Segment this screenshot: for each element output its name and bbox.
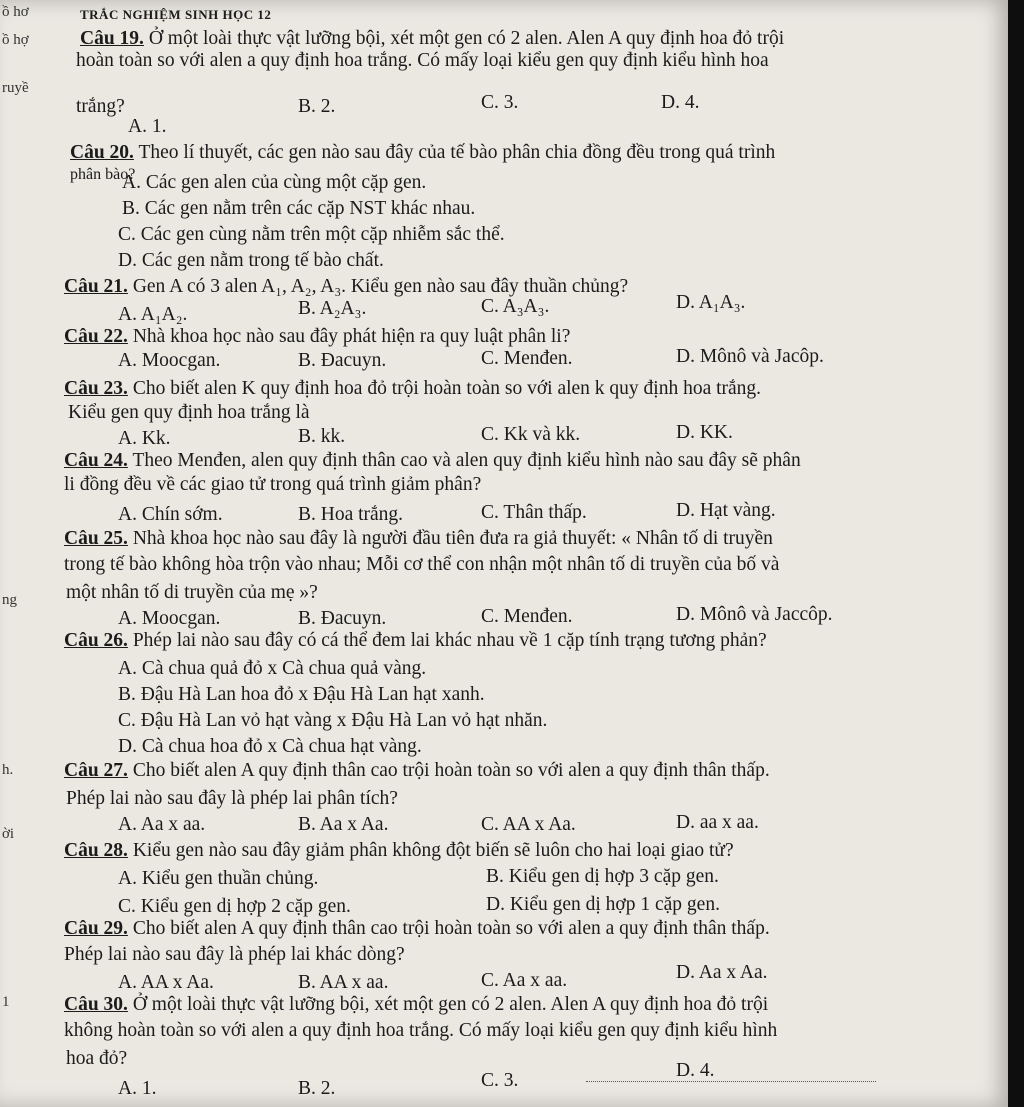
question-number: Câu 27. <box>64 760 128 781</box>
question-24 <box>64 450 801 472</box>
option-c[interactable]: C. AA x Aa. <box>481 814 576 835</box>
question-number: Câu 20. <box>70 142 134 163</box>
question-text: Phép lai nào sau đây có cá thể đem lai khác nhau về 1 cặp tính trạng tương phản? <box>127 630 767 651</box>
question-text: Nhà khoa học nào sau đây là người đầu tiên đưa ra giả thuyết: « Nhân tố di truyền <box>127 528 773 549</box>
question-number: Câu 22. <box>64 326 128 347</box>
option-a[interactable]: A. Aa x aa. <box>118 814 206 835</box>
question-29 <box>64 918 770 940</box>
question-text: Phép lai nào sau đây là phép lai phân tích? <box>66 788 398 809</box>
option-c[interactable]: C. Đậu Hà Lan vỏ hạt vàng x Đậu Hà Lan vỏ hạt nhăn. <box>118 710 548 731</box>
margin-fragment: ruyề <box>2 80 29 96</box>
option-d[interactable]: D. Aa x Aa. <box>676 962 768 983</box>
question-number: Câu 26. <box>64 630 128 651</box>
question-text: Kiểu gen quy định hoa trắng là <box>68 402 310 423</box>
option-b[interactable]: B. Aa x Aa. <box>298 814 389 835</box>
margin-fragment: h. <box>2 762 14 778</box>
question-text: Ở một loài thực vật lưỡng bội, xét một gen có 2 alen. Alen A quy định hoa đỏ trội <box>127 994 769 1015</box>
question-number: Câu 25. <box>64 528 128 549</box>
page-edge-shadow <box>1008 0 1024 1107</box>
question-number: Câu 24. <box>64 450 128 471</box>
question-text: Cho biết alen A quy định thân cao trội hoàn toàn so với alen a quy định thân thấp. <box>127 760 770 781</box>
option-b[interactable]: B. Các gen nằm trên các cặp NST khác nhau. <box>122 198 476 219</box>
question-30 <box>64 994 768 1016</box>
option-b[interactable]: B. A₂A₃. <box>298 298 367 319</box>
option-a[interactable]: A. Moocgan. <box>118 350 221 371</box>
page-header: TRẮC NGHIỆM SINH HỌC 12 <box>80 7 272 22</box>
option-c[interactable]: C. Menđen. <box>481 606 573 627</box>
option-a[interactable]: A. A₁A₂. <box>118 304 188 325</box>
option-d[interactable]: D. Các gen nằm trong tế bào chất. <box>118 250 384 271</box>
option-a[interactable]: A. AA x Aa. <box>118 972 214 993</box>
question-text: hoa đỏ? <box>66 1048 128 1069</box>
option-a[interactable]: A. 1. <box>118 1078 157 1099</box>
option-b[interactable]: B. Đacuyn. <box>298 350 387 371</box>
dotted-line <box>586 1081 876 1082</box>
question-28 <box>64 840 734 862</box>
option-d[interactable]: D. A₁A₃. <box>676 292 746 313</box>
question-text: Cho biết alen K quy định hoa đỏ trội hoàn toàn so với alen k quy định hoa trắng. <box>127 378 762 399</box>
option-d[interactable]: D. Kiểu gen dị hợp 1 cặp gen. <box>486 894 720 915</box>
question-text: phân bào? <box>70 166 136 183</box>
option-a[interactable]: A. Moocgan. <box>118 608 221 629</box>
option-d[interactable]: D. 4. <box>661 92 700 113</box>
option-d[interactable]: D. KK. <box>676 422 733 443</box>
margin-fragment: ời <box>2 826 15 842</box>
question-text: một nhân tố di truyền của mẹ »? <box>66 582 318 603</box>
question-22 <box>64 326 570 348</box>
option-c[interactable]: C. Thân thấp. <box>481 502 587 523</box>
option-b[interactable]: B. Hoa trắng. <box>298 504 404 525</box>
question-number: Câu 23. <box>64 378 128 399</box>
option-a[interactable]: A. 1. <box>128 116 167 137</box>
option-c[interactable]: C. 3. <box>481 1070 519 1091</box>
option-c[interactable]: C. Kiểu gen dị hợp 2 cặp gen. <box>118 896 351 917</box>
question-text: li đồng đều về các giao tử trong quá trình giảm phân? <box>64 474 482 495</box>
question-text: Ở một loài thực vật lưỡng bội, xét một gen có 2 alen. Alen A quy định hoa đỏ trội <box>143 28 785 49</box>
option-a[interactable]: A. Các gen alen của cùng một cặp gen. <box>122 172 427 193</box>
margin-fragment: ng <box>2 592 17 608</box>
option-c[interactable]: C. Aa x aa. <box>481 970 568 991</box>
option-a[interactable]: A. Chín sớm. <box>118 504 223 525</box>
question-23 <box>64 378 761 400</box>
question-number: Câu 29. <box>64 918 128 939</box>
question-text: trắng? <box>76 96 125 117</box>
question-21 <box>64 276 628 298</box>
option-b[interactable]: B. AA x aa. <box>298 972 389 993</box>
question-number: Câu 30. <box>64 994 128 1015</box>
option-c[interactable]: C. Menđen. <box>481 348 573 369</box>
margin-fragment: ồ hợ <box>2 32 29 48</box>
option-a[interactable]: A. Kiểu gen thuần chủng. <box>118 868 319 889</box>
question-number: Câu 19. <box>80 28 144 49</box>
question-25 <box>64 528 773 550</box>
question-number: Câu 21. <box>64 276 128 297</box>
question-text: Cho biết alen A quy định thân cao trội hoàn toàn so với alen a quy định thân thấp. <box>127 918 770 939</box>
option-d[interactable]: D. Mônô và Jacôp. <box>676 346 824 367</box>
question-text: Gen A có 3 alen A₁, A₂, A₃. Kiểu gen nào sau đây thuần chủng? <box>127 276 629 297</box>
option-a[interactable]: A. Kk. <box>118 428 171 449</box>
question-text: Theo lí thuyết, các gen nào sau đây của tế bào phân chia đồng đều trong quá trình <box>133 142 776 163</box>
option-d[interactable]: D. 4. <box>676 1060 715 1081</box>
option-a[interactable]: A. Cà chua quả đỏ x Cà chua quả vàng. <box>118 658 427 679</box>
question-text: Kiểu gen nào sau đây giảm phân không đột biến sẽ luôn cho hai loại giao tử? <box>127 840 734 861</box>
option-d[interactable]: D. Cà chua hoa đỏ x Cà chua hạt vàng. <box>118 736 422 757</box>
question-20 <box>70 142 775 164</box>
margin-fragment: ồ hơ <box>2 4 29 20</box>
question-text: không hoàn toàn so với alen a quy định hoa trắng. Có mấy loại kiểu gen quy định kiểu hình <box>64 1020 778 1041</box>
option-d[interactable]: D. aa x aa. <box>676 812 759 833</box>
question-text: trong tế bào không hòa trộn vào nhau; Mỗi cơ thể con nhận một nhân tố di truyền của bố và <box>64 554 780 575</box>
question-text: Nhà khoa học nào sau đây phát hiện ra quy luật phân li? <box>127 326 571 347</box>
option-b[interactable]: B. 2. <box>298 1078 336 1099</box>
option-b[interactable]: B. Đậu Hà Lan hoa đỏ x Đậu Hà Lan hạt xanh. <box>118 684 485 705</box>
option-c[interactable]: C. 3. <box>481 92 519 113</box>
question-26 <box>64 630 767 652</box>
question-text: hoàn toàn so với alen a quy định hoa trắng. Có mấy loại kiểu gen quy định kiểu hình hoa <box>76 50 769 71</box>
question-27 <box>64 760 770 782</box>
option-d[interactable]: D. Hạt vàng. <box>676 500 776 521</box>
margin-fragment: 1 <box>2 994 10 1010</box>
question-19 <box>80 28 784 50</box>
question-text: Theo Menđen, alen quy định thân cao và alen quy định kiểu hình nào sau đây sẽ phân <box>127 450 801 471</box>
option-b[interactable]: B. 2. <box>298 96 336 117</box>
option-c[interactable]: C. Các gen cùng nằm trên một cặp nhiễm sắc thể. <box>118 224 505 245</box>
question-text: Phép lai nào sau đây là phép lai khác dòng? <box>64 944 405 965</box>
question-number: Câu 28. <box>64 840 128 861</box>
option-b[interactable]: B. Kiểu gen dị hợp 3 cặp gen. <box>486 866 719 887</box>
option-b[interactable]: B. kk. <box>298 426 346 447</box>
option-c[interactable]: C. A₃A₃. <box>481 296 550 317</box>
option-c[interactable]: C. Kk và kk. <box>481 424 581 445</box>
option-d[interactable]: D. Mônô và Jaccôp. <box>676 604 833 625</box>
option-b[interactable]: B. Đacuyn. <box>298 608 387 629</box>
